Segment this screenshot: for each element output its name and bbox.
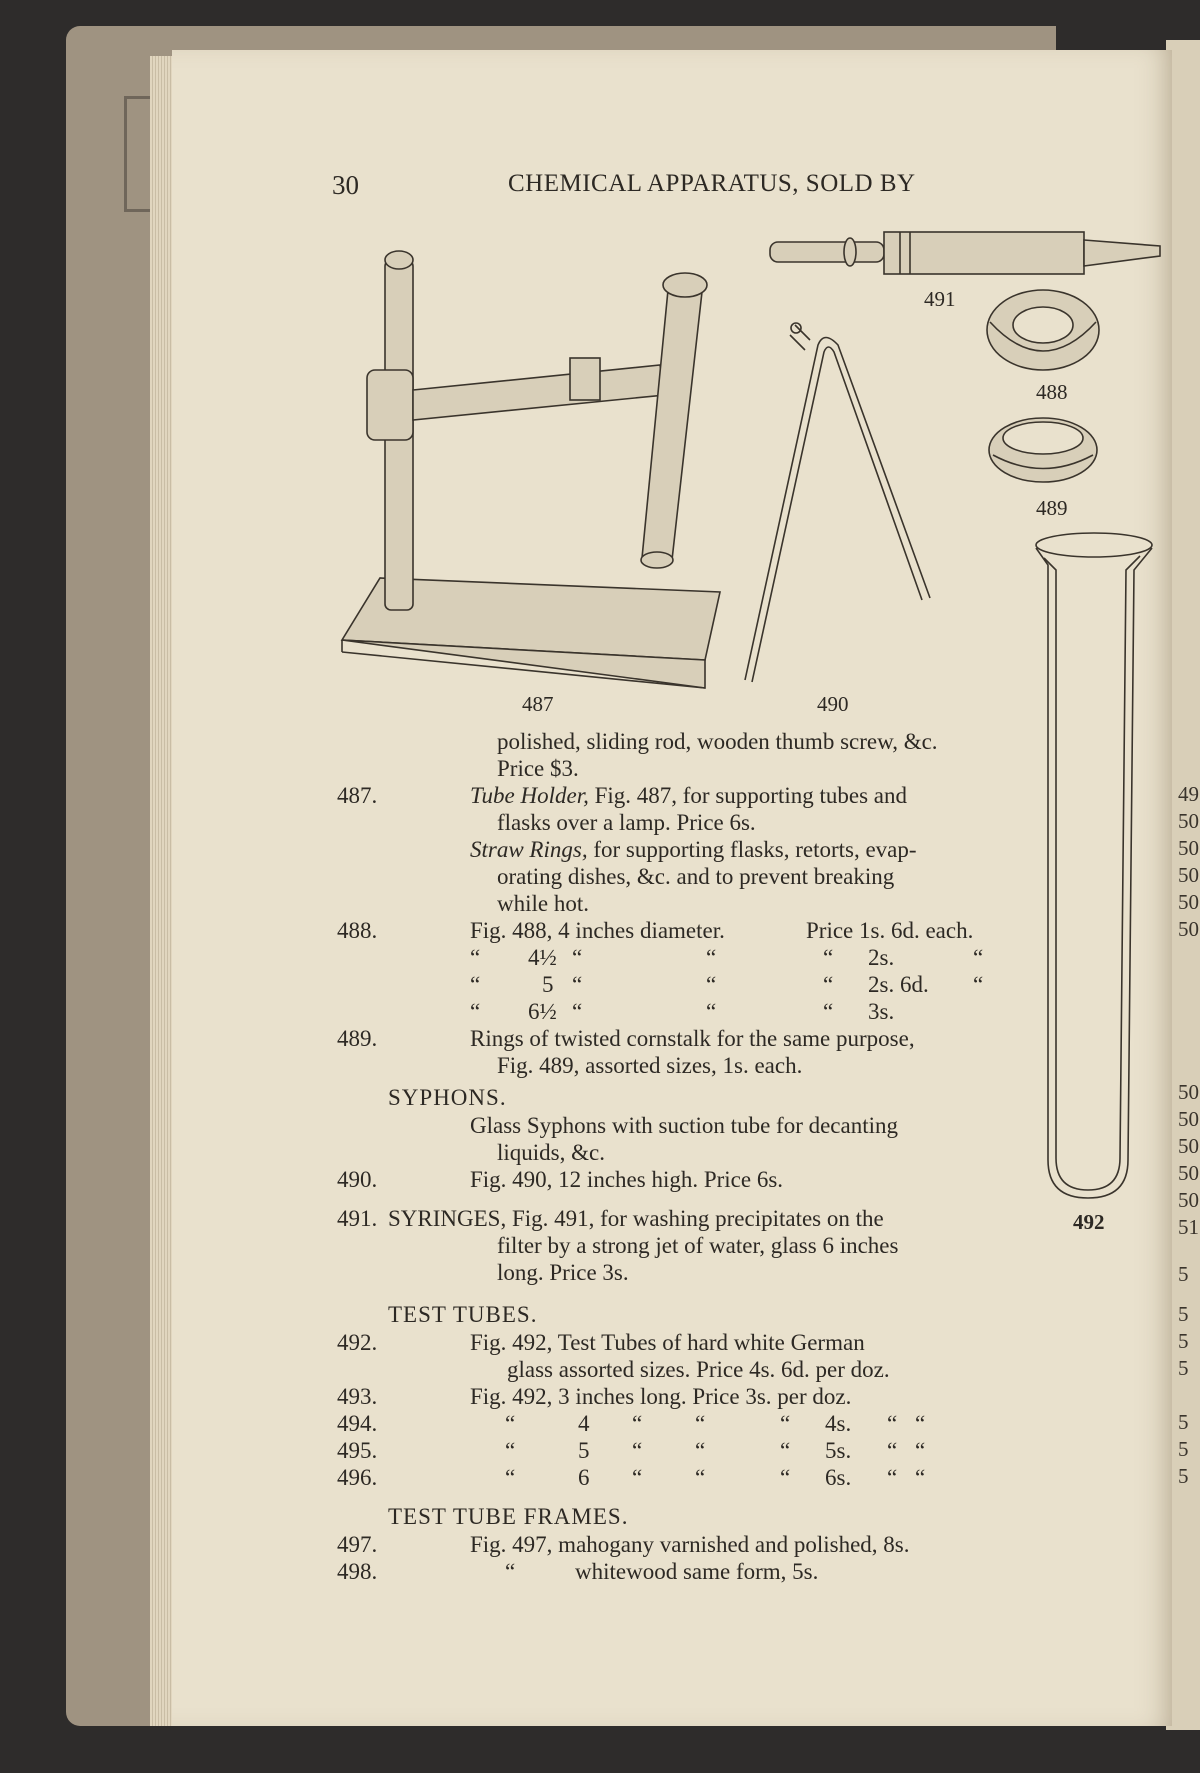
facing-entry-number: 51 (1178, 1215, 1199, 1239)
entry-text: whitewood same form, 5s. (575, 1559, 819, 1584)
ditto-mark: “ (915, 1411, 926, 1436)
size-value: 6 (578, 1465, 590, 1490)
figure-label-489: 489 (1036, 496, 1068, 520)
ditto-mark: “ (695, 1411, 706, 1436)
entry-price: 4s. (825, 1411, 852, 1436)
ditto-mark: “ (973, 972, 984, 997)
entry-price: 5s. (825, 1438, 852, 1463)
figure-label-487: 487 (522, 692, 554, 716)
ditto-mark: “ (505, 1438, 516, 1463)
ditto-mark: “ (780, 1438, 791, 1463)
ditto-mark: “ (695, 1438, 706, 1463)
entry-text: orating dishes, &c. and to prevent breaking (497, 864, 895, 889)
entry-text: Fig. 492, Test Tubes of hard white German (470, 1330, 865, 1355)
ditto-mark: “ (823, 945, 834, 970)
facing-entry-number: 5 (1178, 1329, 1189, 1353)
entry-price: 3s. (868, 999, 895, 1024)
entry-number: 493. (337, 1384, 378, 1409)
figure-label-488: 488 (1036, 380, 1068, 404)
entry-number: 491. (337, 1206, 378, 1231)
continued-price: Price $3. (497, 756, 579, 781)
ditto-mark: “ (470, 972, 481, 997)
entry-number: 494. (337, 1411, 378, 1436)
entry-text: Fig. 492, 3 inches long. Price 3s. per doz. (470, 1384, 852, 1409)
facing-entry-number: 5 (1178, 1262, 1189, 1286)
figure-label-492: 492 (1073, 1210, 1105, 1234)
entry-title: Tube Holder, (470, 783, 589, 808)
figure-label-491: 491 (924, 287, 956, 311)
section-heading: TEST TUBES. (388, 1302, 538, 1327)
entry-description: Fig. 487, for supporting tubes and (588, 783, 907, 808)
ditto-mark: “ (823, 972, 834, 997)
facing-entry-number: 50 (1178, 1188, 1199, 1212)
facing-entry-number: 50 (1178, 917, 1199, 941)
entry-title: Straw Rings, (470, 837, 588, 862)
ditto-mark: “ (887, 1438, 898, 1463)
ditto-mark: “ (973, 945, 984, 970)
entry-price: Price 1s. 6d. each. (806, 918, 974, 943)
entry-text: Fig. 490, 12 inches high. Price 6s. (470, 1167, 784, 1192)
ditto-mark: “ (706, 945, 717, 970)
ditto-mark: “ (695, 1465, 706, 1490)
ditto-mark: “ (915, 1438, 926, 1463)
ditto-mark: “ (706, 972, 717, 997)
entry-number: 497. (337, 1532, 378, 1557)
entry-description: for supporting flasks, retorts, evap- (587, 837, 917, 862)
ditto-mark: “ (632, 1438, 643, 1463)
entry-number: 490. (337, 1167, 378, 1192)
entry-text: liquids, &c. (497, 1140, 605, 1165)
entry-text: filter by a strong jet of water, glass 6 inches (497, 1233, 899, 1258)
ditto-mark: “ (470, 945, 481, 970)
facing-entry-number: 5 (1178, 1302, 1189, 1326)
ditto-mark: “ (706, 999, 717, 1024)
facing-entry-number: 5 (1178, 1464, 1189, 1488)
entry-text: Rings of twisted cornstalk for the same purpose, (470, 1026, 915, 1051)
ditto-mark: “ (505, 1559, 516, 1584)
ditto-mark: “ (505, 1465, 516, 1490)
facing-entry-number: 50 (1178, 863, 1199, 887)
continued-text-line: polished, sliding rod, wooden thumb screw, &c. (497, 729, 938, 754)
entry-text: flasks over a lamp. Price 6s. (497, 810, 756, 835)
ditto-mark: “ (823, 999, 834, 1024)
entry-text: Fig. 497, mahogany varnished and polished, 8s. (470, 1532, 910, 1557)
entry-text: glass assorted sizes. Price 4s. 6d. per doz. (507, 1357, 890, 1382)
entry-number: 488. (337, 918, 378, 943)
size-value: 4½ (528, 945, 557, 970)
entry-number: 489. (337, 1026, 378, 1051)
facing-entry-number: 49 (1178, 782, 1199, 806)
size-value: 5 (578, 1438, 590, 1463)
entry-text (470, 836, 917, 863)
entry-text: while hot. (497, 891, 589, 916)
running-title: CHEMICAL APPARATUS, SOLD BY (508, 170, 916, 197)
ditto-mark: “ (505, 1411, 516, 1436)
entry-price: 2s. 6d. (868, 972, 929, 997)
ditto-mark: “ (572, 945, 583, 970)
facing-entry-number: 5 (1178, 1356, 1189, 1380)
entry-price: 2s. (868, 945, 895, 970)
page-number: 30 (332, 170, 359, 200)
figure-label-490: 490 (817, 692, 849, 716)
ditto-mark: “ (887, 1465, 898, 1490)
facing-entry-number: 50 (1178, 809, 1199, 833)
size-value: 4 (578, 1411, 590, 1436)
entry-number: 487. (337, 783, 378, 808)
facing-entry-number: 5 (1178, 1410, 1189, 1434)
entry-number: 495. (337, 1438, 378, 1463)
facing-entry-number: 50 (1178, 1080, 1199, 1104)
facing-entry-number: 50 (1178, 1134, 1199, 1158)
facing-entry-number: 50 (1178, 890, 1199, 914)
entry-price: 6s. (825, 1465, 852, 1490)
ditto-mark: “ (470, 999, 481, 1024)
ditto-mark: “ (780, 1411, 791, 1436)
entry-number: 496. (337, 1465, 378, 1490)
facing-entry-number: 50 (1178, 1107, 1199, 1131)
entry-text: SYRINGES, Fig. 491, for washing precipitates on the (388, 1206, 884, 1231)
ditto-mark: “ (572, 972, 583, 997)
ditto-mark: “ (915, 1465, 926, 1490)
section-heading: SYPHONS. (388, 1085, 507, 1110)
entry-text (470, 782, 907, 809)
size-value: 6½ (528, 999, 557, 1024)
entry-text: Fig. 488, 4 inches diameter. (470, 918, 725, 943)
ditto-mark: “ (887, 1411, 898, 1436)
facing-entry-number: 50 (1178, 836, 1199, 860)
ditto-mark: “ (632, 1411, 643, 1436)
entry-text: long. Price 3s. (497, 1260, 629, 1285)
entry-text: Glass Syphons with suction tube for decanting (470, 1113, 899, 1138)
entry-text: Fig. 489, assorted sizes, 1s. each. (497, 1053, 803, 1078)
ditto-mark: “ (632, 1465, 643, 1490)
ditto-mark: “ (572, 999, 583, 1024)
ditto-mark: “ (780, 1465, 791, 1490)
section-heading: TEST TUBE FRAMES. (388, 1504, 629, 1529)
entry-number: 498. (337, 1559, 378, 1584)
facing-entry-number: 50 (1178, 1161, 1199, 1185)
facing-entry-number: 5 (1178, 1437, 1189, 1461)
entry-number: 492. (337, 1330, 378, 1355)
size-value: 5 (542, 972, 554, 997)
